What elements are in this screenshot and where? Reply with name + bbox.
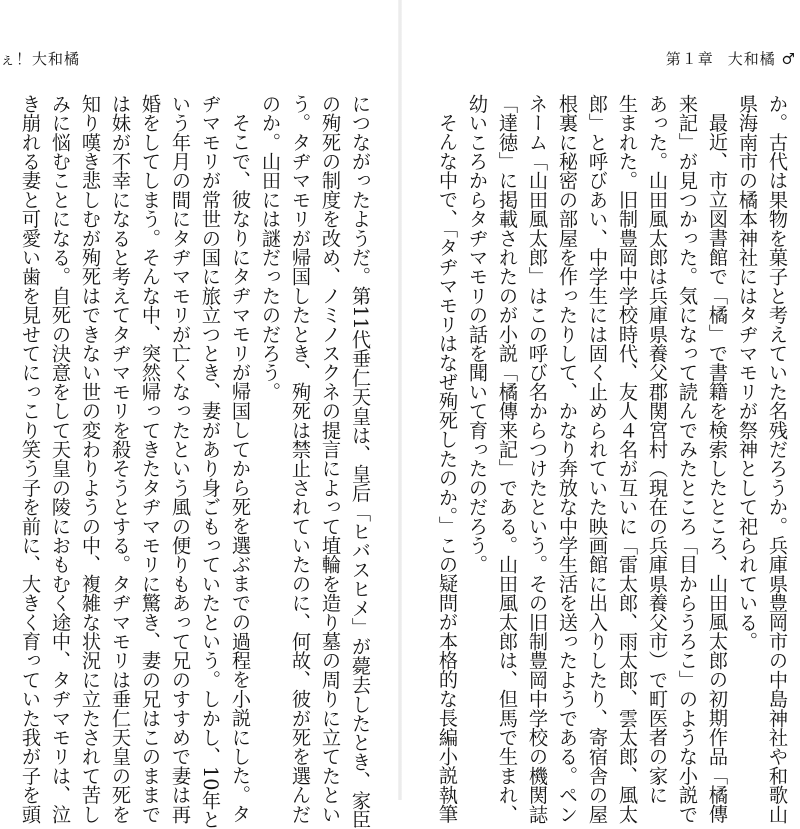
right-running-header [666,48,796,69]
chapter-number: 第１章 [665,50,714,68]
text-line: 最近、市立図書館で「橘」で書籍を検索したところ、山田風太郎の初期作品「橘傳 [706,113,729,824]
text-line: 幼いころからタヂマモリの話を聞いて育ったのだろう。 [466,94,489,574]
text-line: のか。山田には謎だったのだろう。 [259,94,282,402]
left-running-header: ぇ！大和橘 [0,50,81,68]
text-line: 来記」が見つかった。気になって読んでみたところ「目からうろこ」のような小説で [676,94,699,824]
text-line: そんな中で、「タヂマモリはなぜ殉死したのか。」この疑問が本格的な長編小説執筆 [436,113,459,824]
right-page-text [436,94,792,824]
text-line: 「達徳」に掲載されたのが小説「橘傳来記」である。山田風太郎は、但馬で生まれ、 [496,94,519,824]
text-line: う。タヂマモリが帰国したとき、殉死は禁止されていたのに、何故、彼が死を選んだ [289,94,312,824]
text-line: ネーム「山田風太郎」はこの呼び名からつけたという。その旧制豊岡中学校の機関誌 [526,94,549,824]
text-line: につながったようだ。第11代垂仁天皇は、皇后「ヒバスヒメ」が薨去したとき、家臣 [349,94,372,829]
text-line: 知り嘆き悲しむが殉死はできない世の変わりようの中、複雑な状況に立たされて苦し [79,94,102,824]
page-gutter [398,0,402,800]
text-line: の殉死の制度を改め、ノミノスクネの提言によって埴輪を造り墓の周りに立てたとい [319,94,342,824]
text-line: そこで、彼なりにタヂマモリが帰国してから死を選ぶまでの過程を小説にした。タ [229,113,252,824]
left-page-text [19,94,375,829]
text-line: 県海南市の橘本神社にはタヂマモリが祭神として祀られている。 [736,94,759,651]
text-line: みに悩むことになる。自死の決意をして天皇の陵におもむく途中、タヂマモリは、泣 [49,94,72,824]
text-line: き崩れる妻と可愛い歯を見せてにっこり笑う子を前に、大きく育っていた我が子を頭 [19,94,42,824]
text-line: あった。山田風太郎は兵庫県養父郡関宮村（現在の兵庫県養父市）で町医者の家に [646,94,669,805]
text-line: 郎」と呼びあい、中学生には固く止められていた映画館に出入りしたり、寄宿舎の屋 [586,94,609,824]
text-line: 生まれた。旧制豊岡中学校時代、友人４名が互いに「雷太郎、雨太郎、雲太郎、風太 [616,94,639,824]
text-line: か。古代は果物を菓子と考えていた名残だろうか。兵庫県豊岡市の中島神社や和歌山 [766,94,789,824]
text-line: いう年月の間にタヂマモリが亡くなったという風の便りもあって兄のすすめで妻は再 [169,94,192,824]
text-line: 根裏に秘密の部屋を作ったりして、かなり奔放な中学生活を送ったようである。ペン [556,94,579,824]
text-line: ヂマモリが常世の国に旅立つとき、妻があり身ごもっていたという。しかし、10年と [199,94,222,829]
chapter-title: 大和橘 ♂ [727,50,796,68]
text-line: は妹が不幸になると考えてタヂマモリを殺そうとする。タヂマモリは垂仁天皇の死を [109,94,132,824]
text-line: 婚をしてしまう。そんな中、突然帰ってきたタヂマモリに驚き、妻の兄はこのままで [139,94,162,824]
